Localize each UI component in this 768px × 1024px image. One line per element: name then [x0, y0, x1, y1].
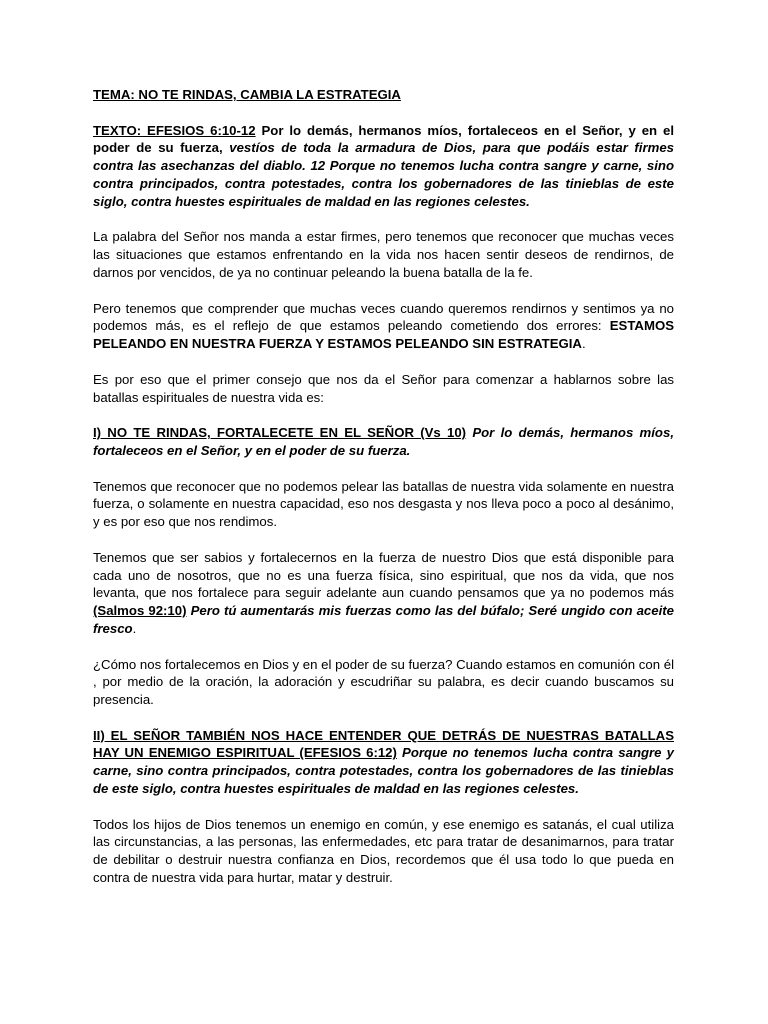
paragraph-intro: La palabra del Señor nos manda a estar firmes, pero tenemos que reconocer que muchas veces las situaciones que estamos enfrentando en la vida nos hacen sentir deseos de rendirnos, de darnos por vencidos, de ya no continuar peleando la buena batalla de la fe.: [93, 229, 674, 280]
psalm-verse: Pero tú aumentarás mis fuerzas como las del búfalo; Seré ungido con aceite fresco: [93, 603, 674, 636]
section-heading-1: [93, 424, 674, 460]
section-heading-2-verse: Porque no tenemos lucha contra sangre y carne, sino contra principados, contra potestades, contra los gobernadores de las tinieblas de este siglo, contra huestes espirituales de maldad en las regiones celestes.: [93, 745, 674, 797]
section-heading-1-verse: Por lo demás, hermanos míos, fortaleceos en el Señor, y en el poder de su fuerza.: [93, 425, 674, 458]
scripture-italic-text: vestíos de toda la armadura de Dios, para que podáis estar firmes contra las asechanzas del diablo. 12 Porque no tenemos lucha contra sangre y carne, sino contra principados, contra potestades, contra los gobernadores de las tinieblas de este siglo, contra huestes espirituales de maldad en las regiones celestes.: [93, 140, 675, 209]
paragraph-errors-bold: ESTAMOS PELEANDO EN NUESTRA FUERZA Y ESTAMOS PELEANDO SIN ESTRATEGIA: [93, 318, 674, 352]
document-title: [93, 86, 674, 104]
paragraph-be-wise: [93, 549, 674, 638]
scripture-reference: TEXTO: EFESIOS 6:10-12: [93, 122, 256, 138]
paragraph-be-wise-end: .: [132, 620, 137, 636]
paragraph-how-strengthen: ¿Cómo nos fortalecemos en Dios y en el poder de su fuerza? Cuando estamos en comunión con él , por medio de la oración, la adoración y escudriñar su palabra, es decir cuando buscamos su presencia.: [93, 656, 674, 708]
paragraph-errors: [93, 300, 674, 353]
section-heading-2: [93, 727, 674, 798]
paragraph-first-advice: Es por eso que el primer consejo que nos da el Señor para comenzar a hablarnos sobre las batallas espirituales de nuestra vida es:: [93, 371, 674, 405]
paragraph-errors-text: Pero tenemos que comprender que muchas veces cuando queremos rendirnos y sentimos ya no podemos más, es el reflejo de que estamos peleando cometiendo dos errores:: [93, 300, 674, 334]
section-heading-2-title: II) EL SEÑOR TAMBIÉN NOS HACE ENTENDER QUE DETRÁS DE NUESTRAS BATALLAS HAY UN ENEMIGO ESPIRITUAL (EFESIOS 6:12): [93, 727, 674, 761]
paragraph-be-wise-text: Tenemos que ser sabios y fortalecernos en la fuerza de nuestro Dios que está disponible para cada uno de nosotros, que no es una fuerza física, sino espiritual, que nos da vida, que nos levanta, que nos fortalece para seguir adelante aun cuando pensamos que ya no podemos más: [93, 549, 674, 601]
psalm-reference: (Salmos 92:10): [93, 603, 187, 619]
section-heading-1-title: I) NO TE RINDAS, FORTALECETE EN EL SEÑOR (Vs 10): [93, 425, 467, 441]
paragraph-own-strength: Tenemos que reconocer que no podemos pelear las batallas de nuestra vida solamente en nuestra fuerza, o solamente en nuestra capacidad, eso nos desgasta y nos lleva poco a poco al desánimo, y es por eso que nos rendimos.: [93, 478, 674, 530]
document-page: [93, 86, 674, 905]
paragraph-errors-end: .: [581, 336, 586, 352]
title-text: TEMA: NO TE RINDAS, CAMBIA LA ESTRATEGIA: [93, 87, 401, 102]
scripture-text-paragraph: [93, 122, 674, 211]
paragraph-common-enemy: Todos los hijos de Dios tenemos un enemigo en común, y ese enemigo es satanás, el cual utiliza las circunstancias, a las personas, las enfermedades, etc para tratar de desanimarnos, para tratar de debilitar o destruir nuestra confianza en Dios, recordemos que él usa todo lo que pueda en contra de nuestra vida para hurtar, matar y destruir.: [93, 816, 674, 886]
scripture-bold-text: Por lo demás, hermanos míos, fortaleceos en el Señor, y en el poder de su fuerza,: [93, 122, 674, 156]
